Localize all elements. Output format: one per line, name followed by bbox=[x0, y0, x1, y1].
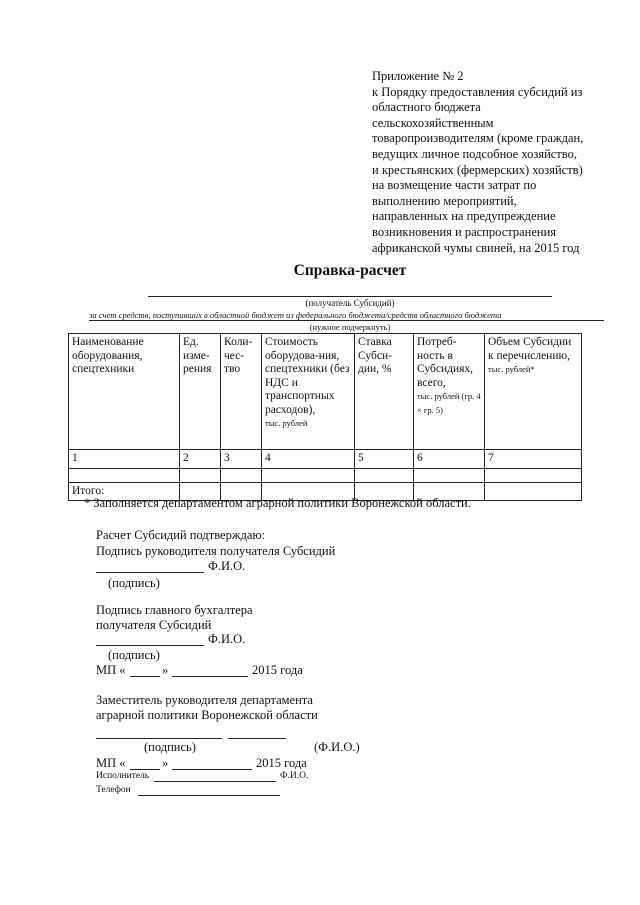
appendix-line: возникновения и распространения bbox=[372, 224, 557, 239]
column-number-row bbox=[69, 450, 582, 469]
deputy-fio-caption: (Ф.И.О.) bbox=[314, 740, 360, 754]
header-cell: Наименование оборудования, спецтехники bbox=[69, 334, 180, 450]
deputy-mp: МП « bbox=[96, 756, 126, 770]
appendix-line: Приложение № 2 bbox=[372, 69, 464, 83]
executor-label: Исполнитель bbox=[96, 771, 150, 781]
funding-line bbox=[89, 320, 604, 321]
table-cell bbox=[485, 468, 582, 482]
deputy-fio-line bbox=[228, 738, 286, 739]
accountant-month-line bbox=[172, 676, 248, 677]
appendix-line: к Порядку предоставления субсидий из bbox=[372, 84, 583, 99]
accountant-signature-caption: (подпись) bbox=[108, 648, 160, 662]
header-cell: Объем Субсидии к перечислению, тыс. рублей* bbox=[485, 334, 582, 450]
footnote: * Заполняется департаментом аграрной политики Воронежской области. bbox=[84, 496, 471, 510]
appendix-line: ведущих личное подсобное хозяйство, bbox=[372, 146, 577, 161]
deputy-label-2: аграрной политики Воронежской области bbox=[96, 708, 318, 722]
head-fio: Ф.И.О. bbox=[208, 559, 246, 573]
header-cell: Потреб-ность в Субсидиях, всего, тыс. рублей (гр. 4 × гр. 5) bbox=[414, 334, 485, 450]
table-cell bbox=[355, 468, 414, 482]
accountant-year: 2015 года bbox=[252, 663, 303, 677]
header-cell: Ед. изме-рения bbox=[180, 334, 221, 450]
appendix-line: товаропроизводителям (кроме граждан, bbox=[372, 131, 584, 146]
accountant-label-1: Подпись главного бухгалтера bbox=[96, 603, 253, 617]
recipient-caption: (получатель Субсидий) bbox=[305, 298, 395, 308]
table-cell bbox=[180, 468, 221, 482]
deputy-day-line bbox=[130, 769, 160, 770]
phone-line bbox=[138, 795, 280, 796]
recipient-line bbox=[148, 296, 552, 297]
table-cell: 5 bbox=[355, 450, 414, 469]
total-label: Итого: bbox=[69, 482, 180, 501]
accountant-mp: МП « bbox=[96, 663, 126, 677]
confirm-heading: Расчет Субсидий подтверждаю: bbox=[96, 528, 266, 542]
header-cell: Ставка Субси-дии, % bbox=[355, 334, 414, 450]
header-cell: Стоимость оборудова-ния, спецтехники (без НДС и транспортных расходов), тыс. рублей bbox=[262, 334, 355, 450]
deputy-month-line bbox=[172, 769, 252, 770]
executor-fio: Ф.И.О. bbox=[280, 771, 309, 781]
appendix-line: направленных на предупреждение bbox=[372, 209, 556, 224]
accountant-signature-line bbox=[96, 645, 204, 646]
accountant-label-2: получателя Субсидий bbox=[96, 618, 212, 632]
appendix-line: на возмещение части затрат по bbox=[372, 178, 537, 193]
deputy-label-1: Заместитель руководителя департамента bbox=[96, 693, 313, 707]
deputy-quote-close: » bbox=[162, 756, 169, 770]
table-cell: 3 bbox=[221, 450, 262, 469]
underline-note: (нужное подчеркнуть) bbox=[309, 322, 391, 332]
head-signature-line bbox=[96, 572, 204, 573]
calculation-table bbox=[68, 333, 582, 501]
table-cell: 6 bbox=[414, 450, 485, 469]
header-cell: Коли-чес-тво bbox=[221, 334, 262, 450]
table-cell: 1 bbox=[69, 450, 180, 469]
table-header-row bbox=[69, 334, 582, 450]
table-cell: 2 bbox=[180, 450, 221, 469]
deputy-signature-line bbox=[96, 738, 222, 739]
accountant-quote-close: » bbox=[162, 663, 169, 677]
appendix-line: африканской чумы свиней, на 2015 год bbox=[372, 240, 580, 255]
table-row bbox=[69, 468, 582, 482]
appendix-line: выполнению мероприятий, bbox=[372, 193, 517, 208]
table-cell: 4 bbox=[262, 450, 355, 469]
table-cell bbox=[221, 468, 262, 482]
table-cell bbox=[414, 468, 485, 482]
deputy-signature-caption: (подпись) bbox=[144, 740, 196, 754]
appendix-line: сельскохозяйственным bbox=[372, 115, 494, 130]
table-cell bbox=[485, 482, 582, 501]
funding-source: за счет средств, поступивших в областной бюджет из федерального бюджета/средств областного бюджета bbox=[89, 310, 502, 320]
phone-label: Телефон bbox=[96, 785, 131, 795]
accountant-fio: Ф.И.О. bbox=[208, 632, 246, 646]
table-cell bbox=[69, 468, 180, 482]
appendix-line: областного бюджета bbox=[372, 100, 481, 115]
appendix-header bbox=[372, 69, 612, 256]
table-cell bbox=[262, 468, 355, 482]
table-cell: 7 bbox=[485, 450, 582, 469]
deputy-year: 2015 года bbox=[256, 756, 307, 770]
document-title: Справка-расчет bbox=[293, 262, 407, 279]
head-signature-label: Подпись руководителя получателя Субсидий bbox=[96, 544, 336, 558]
appendix-line: и крестьянских (фермерских) хозяйств) bbox=[372, 162, 583, 177]
executor-line bbox=[154, 781, 276, 782]
head-signature-caption: (подпись) bbox=[108, 576, 160, 590]
accountant-day-line bbox=[130, 676, 160, 677]
